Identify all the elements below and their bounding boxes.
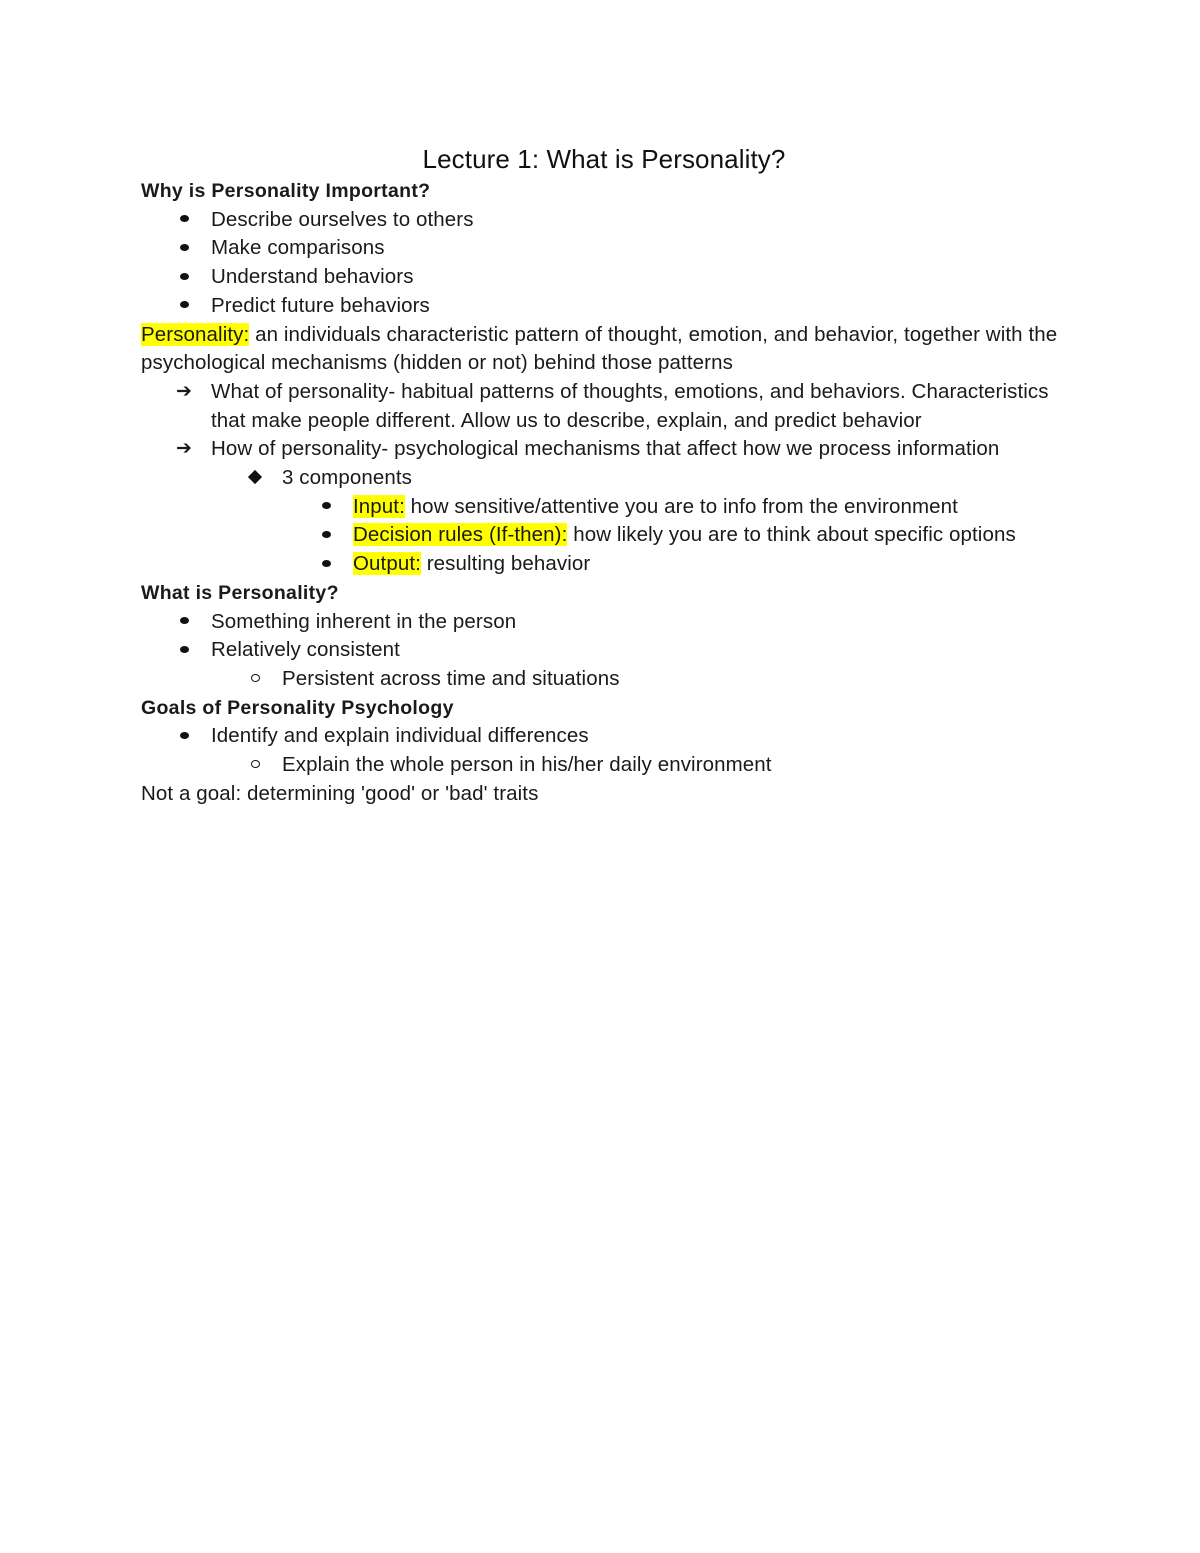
personality-definition: Personality: an individuals characteristic pattern of thought, emotion, and behavior, together with the psychological mechanisms (hidden or not) behind those patterns (141, 322, 1058, 375)
list-item: Relatively consistent (141, 636, 1071, 665)
bullet-icon (174, 608, 194, 637)
sub-list-item: Persistent across time and situations (141, 665, 1071, 694)
hollow-circle-icon (245, 665, 265, 694)
arrow-item: ➔ How of personality- psychological mechanisms that affect how we process information 3 components Input: how sensitive/attentive you are to info from the environment Decision rules (If-then): how likely you are to think about specific options Output: resulting behavior (141, 435, 1071, 579)
bullet-icon (174, 292, 194, 321)
why-important-list (141, 206, 1071, 321)
heading-why-important: Why is Personality Important? (141, 180, 431, 202)
list-item: Predict future behaviors (141, 292, 1071, 321)
bullet-icon (316, 493, 336, 522)
bullet-icon (174, 722, 194, 751)
document-body (141, 141, 1071, 808)
list-item: Something inherent in the person (141, 608, 1071, 637)
component-item: Input: how sensitive/attentive you are to info from the environment (282, 493, 1071, 522)
highlighted-term: Output: (353, 552, 421, 576)
arrow-list (141, 378, 1071, 579)
bullet-icon (174, 206, 194, 235)
component-item: Output: resulting behavior (282, 550, 1071, 579)
list-item: Identify and explain individual differences (141, 722, 1071, 751)
closing-note: Not a goal: determining 'good' or 'bad' traits (141, 781, 539, 805)
list-item: Understand behaviors (141, 263, 1071, 292)
highlighted-term: Decision rules (If-then): (353, 523, 568, 547)
list-item: Make comparisons (141, 234, 1071, 263)
diamond-item: 3 components Input: how sensitive/attentive you are to info from the environment Decision rules (If-then): how likely you are to think about specific options Output: resulting behavior (211, 464, 1071, 579)
highlighted-term: Input: (353, 494, 405, 518)
goals-list (141, 722, 1071, 779)
right-arrow-icon: ➔ (175, 380, 193, 402)
heading-what-is-personality: What is Personality? (141, 581, 339, 604)
bullet-icon (174, 234, 194, 263)
heading-goals: Goals of Personality Psychology (141, 696, 454, 719)
arrow-item: ➔ What of personality- habitual patterns of thoughts, emotions, and behaviors. Characteristics that make people different. Allow us to describe, explain, and predict behavior (175, 379, 1049, 432)
bullet-icon (316, 550, 336, 579)
hollow-circle-icon (245, 751, 265, 780)
what-is-list (141, 608, 1071, 694)
bullet-icon (316, 521, 336, 550)
component-item: Decision rules (If-then): how likely you are to think about specific options (282, 521, 1071, 550)
sub-list-item: Explain the whole person in his/her daily environment (141, 751, 1071, 780)
diamond-icon (245, 464, 265, 493)
bullet-icon (174, 636, 194, 665)
page-title: Lecture 1: What is Personality? (422, 144, 786, 174)
highlighted-term: Personality: (141, 322, 250, 346)
list-item: Describe ourselves to others (141, 206, 1071, 235)
right-arrow-icon: ➔ (175, 438, 193, 460)
bullet-icon (174, 263, 194, 292)
